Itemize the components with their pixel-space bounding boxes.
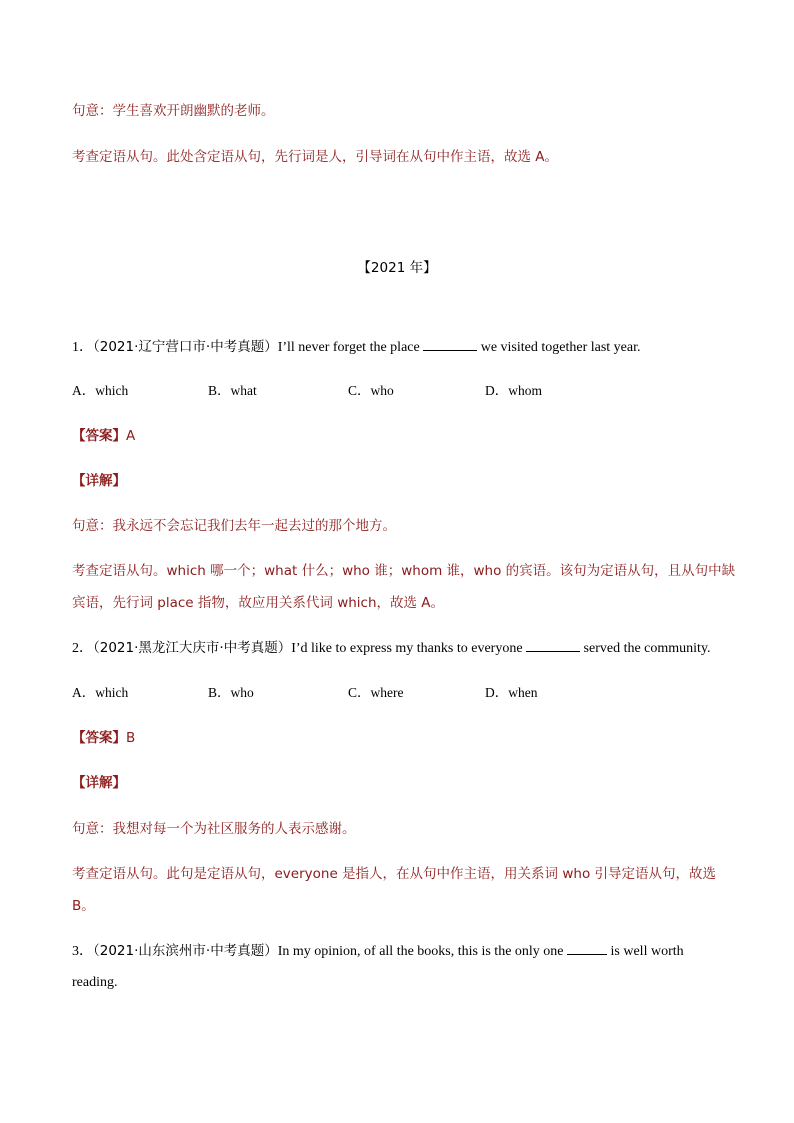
- question-number: 2．: [72, 641, 93, 656]
- question-stem-before: I’d like to express my thanks to everyone: [291, 641, 523, 656]
- meaning: 句意：我永远不会忘记我们去年一起去过的那个地方。: [72, 518, 396, 534]
- answer-blank: [526, 639, 580, 652]
- question-source: （2021·黑龙江大庆市·中考真题）: [93, 640, 292, 656]
- answer-blank: [567, 942, 607, 955]
- question-stem-after: we visited together last year.: [480, 340, 641, 355]
- question-3: [72, 941, 684, 962]
- option-c: C．where: [348, 685, 404, 700]
- question-source: （2021·山东滨州市·中考真题）: [93, 943, 278, 959]
- option-d: D．whom: [485, 383, 542, 398]
- question-stem-after: served the community.: [583, 641, 711, 656]
- question-stem-after: is well worth: [610, 944, 684, 959]
- top-analysis: 考查定语从句。此处含定语从句，先行词是人，引导词在从句中作主语，故选 A。: [72, 149, 559, 165]
- answer-blank: [423, 338, 477, 351]
- question-stem-before: I’ll never forget the place: [277, 340, 420, 355]
- detail-label: 【详解】: [72, 775, 126, 791]
- answer-value: B: [126, 730, 136, 746]
- question-3-line-2: reading.: [72, 975, 118, 990]
- question-source: （2021·辽宁营口市·中考真题）: [93, 339, 278, 355]
- option-a: A．which: [72, 383, 129, 398]
- option-a: A．which: [72, 685, 129, 700]
- answer-label: 【答案】: [72, 730, 126, 746]
- question-number: 3．: [72, 944, 93, 959]
- detail-label: 【详解】: [72, 473, 126, 489]
- option-c: C．who: [348, 383, 394, 398]
- top-meaning: 句意：学生喜欢开朗幽默的老师。: [72, 103, 275, 119]
- answer-label: 【答案】: [72, 428, 126, 444]
- question-2: [72, 638, 711, 659]
- option-b: B．who: [208, 685, 254, 700]
- section-title: 【2021 年】: [357, 260, 437, 276]
- analysis-line-1: 考查定语从句。此句是定语从句，everyone 是指人，在从句中作主语，用关系词 who 引导定语从句，故选: [72, 866, 716, 882]
- question-1: [72, 337, 641, 358]
- analysis-line-1: 考查定语从句。which 哪一个；what 什么；who 谁；whom 谁，who 的宾语。该句为定语从句，且从句中缺: [72, 563, 736, 579]
- question-stem-before: In my opinion, of all the books, this is the only one: [277, 944, 564, 959]
- answer-value: A: [126, 428, 136, 444]
- option-d: D．when: [485, 685, 538, 700]
- analysis-line-2: 宾语，先行词 place 指物，故应用关系代词 which，故选 A。: [72, 595, 445, 611]
- answer-line: [72, 728, 135, 748]
- analysis-line-2: B。: [72, 898, 95, 914]
- question-number: 1．: [72, 340, 93, 355]
- meaning: 句意：我想对每一个为社区服务的人表示感谢。: [72, 821, 356, 837]
- option-b: B．what: [208, 383, 257, 398]
- answer-line: [72, 426, 135, 446]
